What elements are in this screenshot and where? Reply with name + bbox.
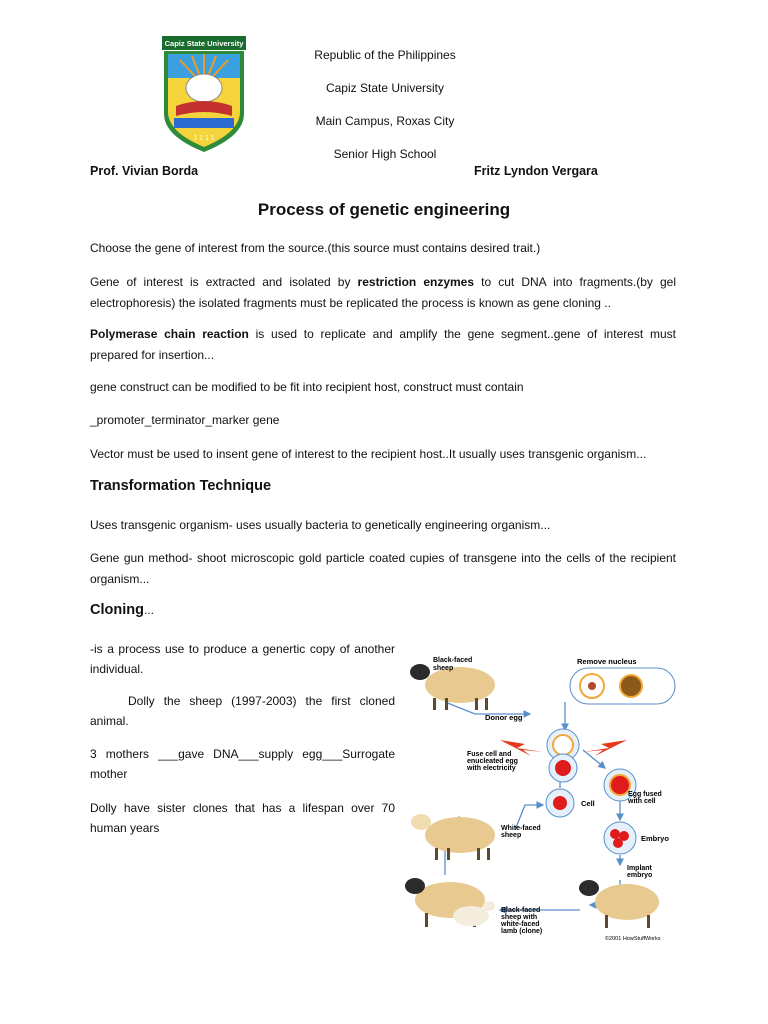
cloning-text-4: Dolly have sister clones that has a lifespan over 70 human years (90, 801, 395, 835)
cloning-text-2: Dolly the sheep (1997-2003) the first cloned animal. (90, 694, 395, 728)
transformation-text-1: Uses transgenic organism- uses usually bacteria to genetically engineering organism... (90, 518, 551, 532)
label-egg-fused: Egg fused with cell (628, 791, 662, 805)
logo-text: Capiz State University (164, 39, 244, 48)
paragraph-3-rest: is used to replicate and amplify the gene segment..gene of interest must prepared for insertion... (90, 327, 676, 362)
paragraph-2-bold: restriction enzymes (357, 275, 475, 289)
surrogate-sheep-icon (579, 880, 659, 928)
label-embryo: Embryo (641, 834, 669, 843)
label-lamb: Black-faced sheep with white-faced lamb (clone) (501, 907, 543, 935)
label-white-faced: White-faced sheep (501, 825, 541, 839)
cloning-text-1: -is a process use to produce a genertic copy of another individual. (90, 642, 395, 676)
student-name: Fritz Lyndon Vergara (474, 164, 598, 178)
header-line-1: Republic of the Philippines (314, 48, 456, 62)
paragraph-4: gene construct can be modified to be fit into recipient host, construct must contain (90, 380, 524, 394)
label-black-faced: Black-faced sheep (433, 657, 473, 672)
paragraph-2-text: Gene of interest is extracted and isolated by (90, 275, 358, 289)
transformation-heading: Transformation Technique (90, 478, 272, 494)
paragraph-3-bold: Polymerase chain reaction (90, 327, 249, 341)
paragraph-6: Vector must be used to insent gene of interest to the recipient host..It usually uses transgenic organism... (90, 447, 647, 461)
cloning-text-3: 3 mothers ___gave DNA___supply egg___Surrogate mother (90, 747, 395, 781)
paragraph-5: _promoter_terminator_marker gene (90, 413, 280, 427)
label-remove-nucleus: Remove nucleus (577, 657, 637, 666)
header-line-4: Senior High School (333, 147, 437, 161)
professor-name: Prof. Vivian Borda (90, 164, 199, 178)
label-cell: Cell (581, 799, 595, 808)
svg-text:1 1 1 1: 1 1 1 1 (193, 135, 215, 142)
paragraph-2-rest: to cut DNA into fragments.(by gel electrophoresis) the isolated fragments must be replicated the process is known as gene cloning .. (90, 275, 677, 310)
label-fuse: Fuse cell and enucleated egg with electricity (467, 751, 518, 772)
cloning-heading (90, 602, 154, 618)
cloning-heading-bold: Cloning (90, 602, 144, 618)
header-line-2: Capiz State University (325, 81, 445, 95)
transformation-text-2: Gene gun method- shoot microscopic gold particle coated cupies of transgene into the cells of the recipient organism... (90, 551, 676, 586)
header-line-3: Main Campus, Roxas City (315, 114, 455, 128)
university-logo (160, 36, 248, 154)
label-implant: Implant embryo (627, 865, 653, 879)
paragraph-3 (90, 324, 676, 366)
document-title: Process of genetic engineering (257, 200, 511, 219)
cloning-heading-dots: ... (143, 603, 154, 617)
label-credit: ©2001 HowStuffWorks (605, 936, 661, 942)
dolly-cloning-diagram (405, 640, 680, 945)
sheep-with-lamb-icon (405, 878, 495, 927)
paragraph-1: Choose the gene of interest from the source.(this source must contains desired trait.) (90, 241, 541, 255)
label-donor-egg: Donor egg (485, 713, 523, 722)
white-faced-sheep-icon (411, 814, 495, 860)
institution-header (270, 46, 500, 178)
paragraph-2 (90, 272, 676, 314)
